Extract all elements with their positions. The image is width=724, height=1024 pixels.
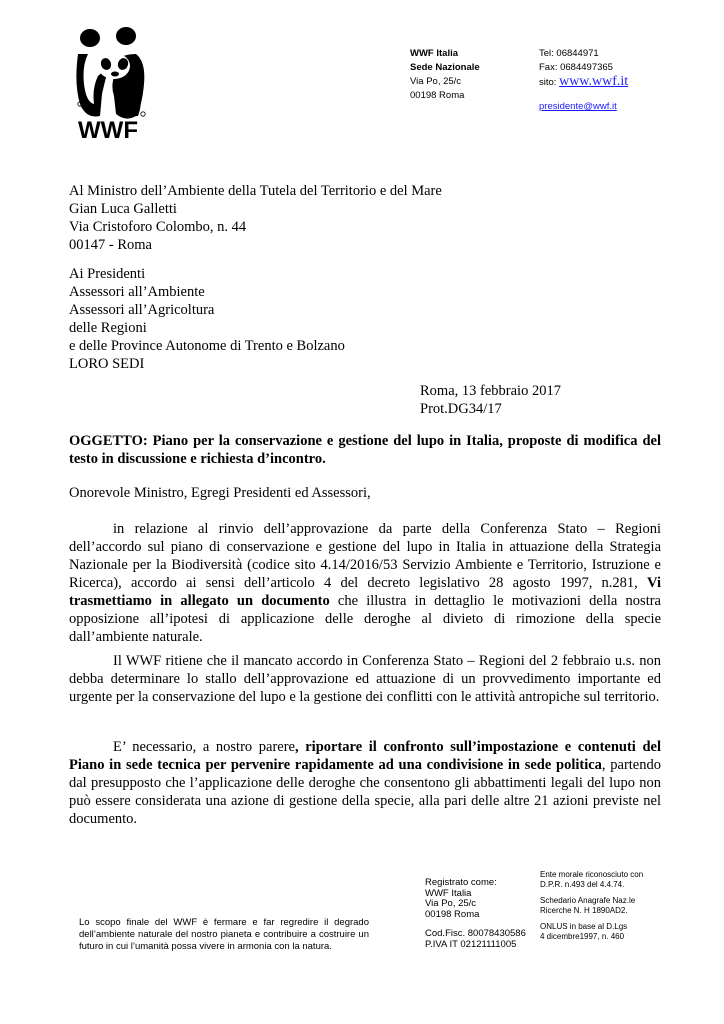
salutation: Onorevole Ministro, Egregi Presidenti ed Assessori, (69, 485, 371, 501)
protocol-number: Prot.DG34/17 (420, 401, 502, 417)
panda-icon (66, 24, 150, 142)
recipient-line: Ai Presidenti (69, 266, 146, 282)
recipient-line: Assessori all’Ambiente (69, 284, 205, 300)
paragraph-bold-text: , riportare il confronto sull’impostazione e contenuti del Piano in sede tecnica per pervenire rapidamente ad una condivisione in sede politica (69, 739, 661, 773)
note-line: Schedario Anagrafe Naz.le (540, 896, 636, 905)
paragraph-text: che illustra in dettaglio le motivazioni della nostra opposizione all’ipotesi di applicazione delle deroghe al divieto di rimozione della specie dall’ambiente naturale. (69, 593, 661, 645)
reg-street: Via Po, 25/c (425, 898, 477, 909)
registered-label: Registrato come: (425, 877, 497, 888)
site-label: sito: (539, 77, 557, 88)
recipient-line: e delle Province Autonome di Trento e Bolzano (69, 338, 345, 354)
recipient-minister (69, 182, 442, 254)
footer-registration (425, 878, 526, 950)
recipient-line: delle Regioni (69, 320, 147, 336)
footer-mission: Lo scopo finale del WWF è fermare e far regredire il degrado dell’ambiente naturale del nostro pianeta e contribuire a costruire un futuro in cui l’umanità possa vivere in armonia con la natura. (79, 917, 369, 952)
logo-wordmark: WWF (78, 117, 138, 142)
site-link[interactable]: www.wwf.it (559, 74, 629, 89)
body-paragraph-1 (69, 520, 661, 646)
paragraph-bold-text: Vi trasmettiamo in allegato un documento (69, 575, 661, 609)
recipient-line: Al Ministro dell’Ambiente della Tutela del Territorio e del Mare (69, 183, 442, 199)
paragraph-text: in relazione al rinvio dell’approvazione da parte della Conferenza Stato – Regioni dell’accordo sul piano di conservazione e gestione del lupo in Italia in attuazione della Strategia Nazionale per la Biodiversità (codice sito 4.14/2016/53 Servizio Ambiente e Territorio, Istruzione e Ricerca), accordo ai sensi dell’articolo 4 del decreto legislativo 28 agosto 1997, n.281, (69, 521, 661, 591)
cod-fisc: Cod.Fisc. 80078430586 (425, 928, 526, 939)
header-city: 00198 Roma (410, 90, 465, 101)
header-site (539, 75, 628, 90)
recipient-line: Gian Luca Galletti (69, 201, 177, 217)
recipient-regions (69, 265, 345, 373)
reg-name: WWF Italia (425, 887, 472, 899)
header-address (410, 47, 480, 103)
footer-legal-note (540, 870, 643, 942)
body-paragraph-3 (69, 738, 661, 828)
letter-subject: OGGETTO: Piano per la conservazione e gestione del lupo in Italia, proposte di modifica del testo in discussione e richiesta d’incontro. (69, 433, 661, 467)
note-line: Ricerche N. H 1890AD2. (540, 906, 628, 915)
letter-date: Roma, 13 febbraio 2017 (420, 383, 561, 399)
wwf-panda-logo (66, 24, 150, 142)
note-line: Ente morale riconosciuto con (540, 870, 644, 879)
header-fax: Fax: 0684497365 (539, 62, 613, 73)
recipient-line: Assessori all’Agricoltura (69, 302, 215, 318)
body-paragraph-2: Il WWF ritiene che il mancato accordo in Conferenza Stato – Regioni del 2 febbraio u.s. non debba determinare lo stallo dell’approvazione ed attuazione di un provvedimento importante ed urgente per la conservazione del lupo e la gestione dei conflitti con le attività antropiche sul territorio. (69, 653, 661, 705)
office-label: Sede Nazionale (410, 62, 480, 73)
header-street: Via Po, 25/c (410, 76, 462, 87)
note-line: ONLUS in base al D.Lgs (540, 922, 628, 931)
org-name: WWF Italia (410, 48, 459, 59)
email-link[interactable]: presidente@wwf.it (539, 101, 617, 112)
recipient-line: 00147 - Roma (69, 237, 152, 253)
note-line: 4 dicembre1997, n. 460 (540, 932, 625, 941)
piva: P.IVA IT 02121111005 (425, 938, 517, 950)
note-line: D.P.R. n.493 del 4.4.74. (540, 880, 625, 889)
recipient-line: Via Cristoforo Colombo, n. 44 (69, 219, 247, 235)
reg-city: 00198 Roma (425, 908, 480, 920)
recipient-line: LORO SEDI (69, 356, 145, 372)
header-tel: Tel: 06844971 (539, 48, 599, 59)
paragraph-text: , partendo dal presupposto che l’applicazione delle deroghe che consentono gli abbattimenti legali del lupo non può essere considerata una azione di gestione della specie, alla pari delle altre 21 azioni previste nel documento. (69, 757, 661, 827)
header-contacts (539, 47, 628, 114)
paragraph-text: E’ necessario, a nostro parere (113, 739, 295, 755)
date-block (420, 382, 561, 418)
